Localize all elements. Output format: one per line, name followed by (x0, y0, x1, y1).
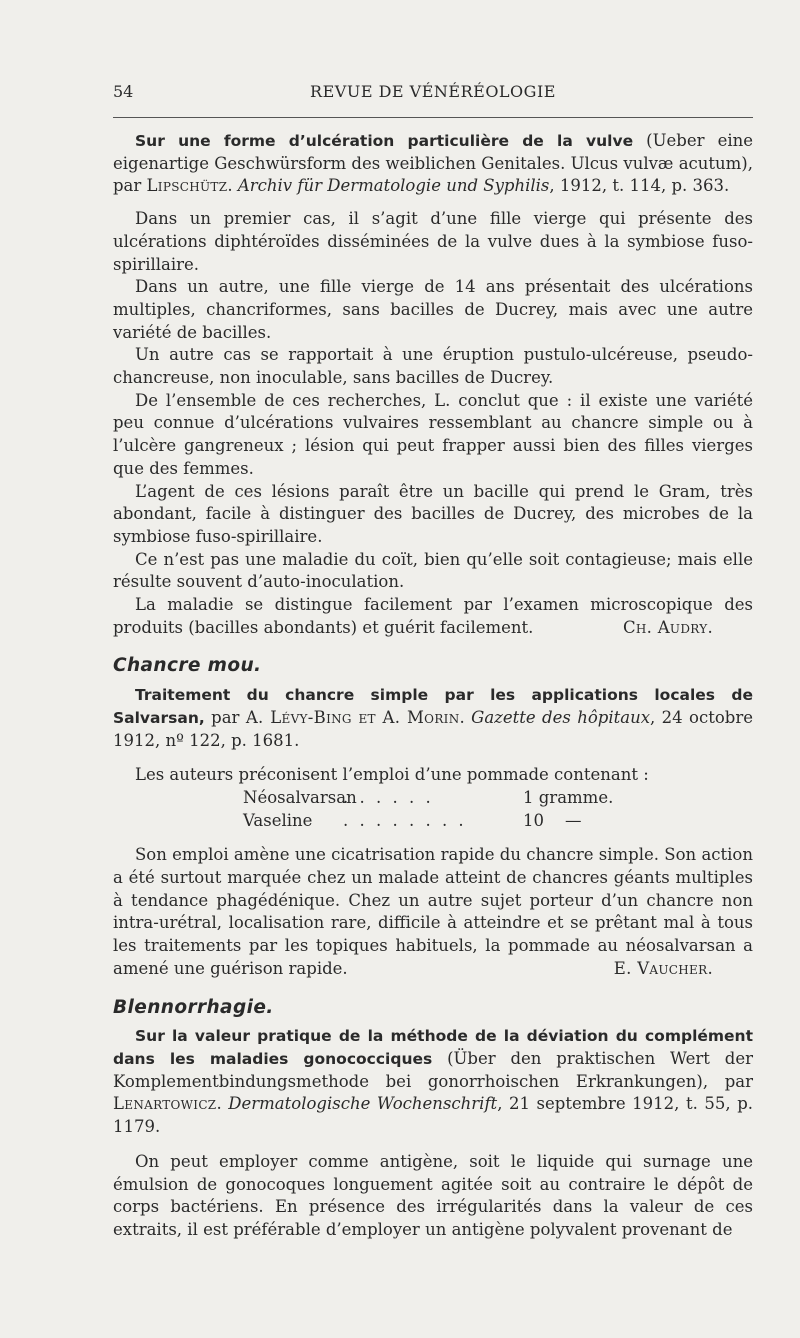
article-2-paragraph (113, 844, 753, 980)
article-3-author: Lenartowicz (113, 1094, 217, 1114)
article-2-title-rest: par (204, 707, 246, 727)
article-1-paragraph-4: De l’ensemble de ces recherches, L. conclut que : il existe une variété peu connue d’ulcérations vulvaires ressemblant au chancre simple ou à l’ulcère gangreneux ; lésion qui peut frapper aussi bien des filles vierges que des femmes. (113, 390, 753, 478)
spacer (113, 752, 753, 764)
formula-quantity: 1 gramme. (523, 787, 614, 807)
article-3-title: Sur la valeur pratique de la méthode de la déviation du complément dans les maladies gonococciques (113, 1027, 753, 1068)
article-3-title-rest: (Über den praktischen Wert der Komplementbindungsmethode bei gonorrhoischen Erkrankungen), par (113, 1048, 754, 1091)
formula-leader: . . . . . . (343, 787, 434, 807)
article-1-signature: Ch. Audry. (622, 617, 713, 637)
article-3-ref: , 21 septembre 1912, t. 55, p. 1179. (113, 1094, 754, 1137)
article-2-intro: Les auteurs préconisent l’emploi d’une pommade contenant : (135, 765, 649, 785)
article-1-last-paragraph: La maladie se distingue facilement par l’examen microscopique des produits (bacilles abondants) et guérit facilement. (113, 595, 753, 637)
formula-quantity: 10 — (523, 810, 582, 830)
section-heading-chancre-mou: Chancre mou. (113, 655, 262, 677)
article-1-title-rest: (Ueber eine eigenartige Geschwürsform des weiblichen Genitales. Ulcus vulvæ acutum), par (113, 131, 754, 196)
article-1-citation: Sur une forme d’ulcération particulière de la vulve (Ueber eine eigenartige Geschwürsform des weiblichen Genitales. Ulcus vulvæ acutum), par Lipschütz. Archiv für Dermatologie und Syphilis, 1912, t. 114, p. 363. (113, 131, 754, 196)
article-2-authors: A. Lévy-Bing et A. Morin (245, 707, 460, 727)
article-1-title: Sur une forme d’ulcération particulière de la vulve (135, 132, 634, 150)
article-1-paragraph-7 (113, 594, 753, 639)
page-number: 54 (113, 82, 134, 101)
article-1-paragraph-3: Un autre cas se rapportait à une éruption pustulo-ulcéreuse, pseudo-chancreuse, non inoculable, sans bacilles de Ducrey. (113, 345, 753, 388)
running-title: REVUE DE VÉNÉRÉOLOGIE (310, 82, 556, 101)
spacer (113, 1139, 753, 1151)
article-2-signature: E. Vaucher. (613, 958, 713, 978)
article-1-ref: , 1912, t. 114, p. 363. (549, 176, 730, 196)
article-1-paragraph-5: L’agent de ces lésions paraît être un bacille qui prend le Gram, très abondant, facile à distinguer des bacilles de Ducrey, des microbes de la symbiose fuso-spirillaire. (113, 481, 753, 546)
article-1-paragraph-6: Ce n’est pas une maladie du coït, bien qu’elle soit contagieuse; mais elle résulte souvent d’auto-inoculation. (113, 549, 753, 592)
article-2-ref: , 24 octobre 1912, nº 122, p. 1681. (113, 707, 753, 750)
article-2-title: Traitement du chancre simple par les applications locales de Salvarsan, (113, 686, 753, 727)
page-content (113, 130, 753, 1242)
spacer (113, 832, 753, 844)
section-heading-blennorrhagie: Blennorrhagie. (113, 996, 274, 1018)
article-1-author: Lipschütz (146, 176, 228, 196)
formula-row (243, 787, 753, 810)
page-header (113, 82, 753, 104)
article-1-paragraph-1: Dans un premier cas, il s’agit d’une fille vierge qui présente des ulcérations diphtéroïdes disséminées de la vulve dues à la symbiose fuso-spirillaire. (113, 209, 753, 274)
formula-row (243, 810, 753, 833)
formula-item: Vaseline (243, 810, 313, 830)
article-2-citation: Traitement du chancre simple par les applications locales de Salvarsan, par A. Lévy-Bing et A. Morin. Gazette des hôpitaux, 24 octobre 1912, nº 122, p. 1681. (113, 686, 753, 750)
article-3-paragraph: On peut employer comme antigène, soit le liquide qui surnage une émulsion de gonocoques longuement agitée soit au contraire le dépôt de corps bactériens. En présence des irrégularités dans la valeur de ces extraits, il est préférable d’employer un antigène polyvalent provenant de (113, 1151, 753, 1239)
article-3-citation: Sur la valeur pratique de la méthode de la déviation du complément dans les maladies gonococciques (Über den praktischen Wert der Komplementbindungsmethode bei gonorrhoischen Erkrankungen), par Lenartowicz. Dermatologische Wochenschrift, 21 septembre 1912, t. 55, p. 1179. (113, 1027, 754, 1137)
article-2-body: Son emploi amène une cicatrisation rapide du chancre simple. Son action a été surtout marquée chez un malade atteint de chancres géants multiples à tendance phagédénique. Chez un autre sujet porteur d’un chancre non intra-urétral, localisation rare, difficile à atteindre et se prêtant mal à tous les traitements par les topiques habituels, la pommade au néosalvarsan a amené une guérison rapide. (113, 845, 753, 978)
article-1-paragraph-2: Dans un autre, une fille vierge de 14 ans présentait des ulcérations multiples, chancriformes, sans bacilles de Ducrey, mais avec une autre variété de bacilles. (113, 277, 753, 342)
article-2-journal: Gazette des hôpitaux (471, 707, 651, 727)
formula-item: Néosalvarsan (243, 787, 357, 807)
header-rule (113, 117, 753, 118)
spacer (113, 198, 753, 208)
article-3-journal: Dermatologische Wochenschrift (228, 1094, 498, 1114)
formula-leader: . . . . . . . . (343, 810, 467, 830)
article-1-journal: Archiv für Dermatologie und Syphilis (237, 176, 550, 196)
